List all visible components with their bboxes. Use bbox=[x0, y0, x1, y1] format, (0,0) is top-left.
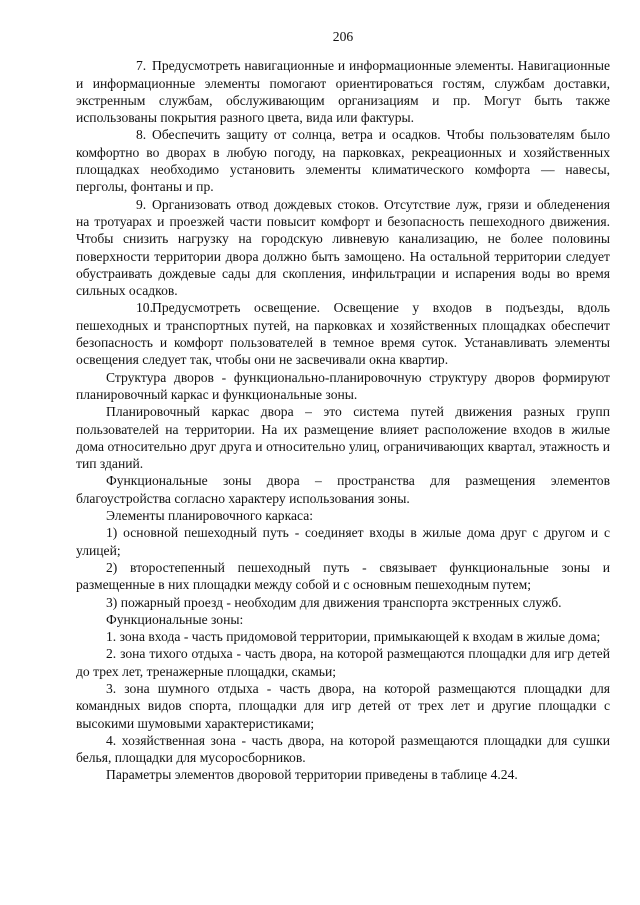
paragraph-frame-elements-heading: Элементы планировочного каркаса: bbox=[106, 508, 314, 524]
paragraph-zones-heading: Функциональные зоны: bbox=[106, 611, 244, 627]
paragraph-planning-frame: Планировочный каркас двора – это система путей движения разных групп пользователей на территории. На их размещение влияет расположение входов в жилые дома относительно друг друга и относительно улиц, ограничивающих квартал, этажность и тип зданий. bbox=[76, 404, 610, 472]
paragraph-frame-element-2: 2) второстепенный пешеходный путь - связывает функциональные зоны и размещенные в них площадки между собой и с основным пешеходным путем; bbox=[76, 559, 610, 593]
paragraph-table-reference: Параметры элементов дворовой территории приведены в таблице 4.24. bbox=[106, 767, 518, 783]
paragraph-zone-2: 2. зона тихого отдыха - часть двора, на которой размещаются площадки для игр детей до трех лет, тренажерные площадки, скамьи; bbox=[76, 646, 610, 679]
item-number: 7. bbox=[136, 58, 147, 74]
list-item-10 bbox=[76, 299, 610, 368]
paragraph-zone-4: 4. хозяйственная зона - часть двора, на которой размещаются площадки для сушки белья, площадки для мусоросборников. bbox=[76, 732, 610, 766]
item-number: 8. bbox=[136, 127, 147, 143]
list-item-9 bbox=[76, 196, 610, 300]
paragraph-frame-element-3: 3) пожарный проезд - необходим для движения транспорта экстренных служб. bbox=[106, 594, 562, 610]
item-text: Организовать отвод дождевых стоков. Отсутствие луж, грязи и обледенения на тротуарах и проезжей части повысит комфорт и безопасность пешеходного движения. Чтобы снизить нагрузку на городскую ливневую канализацию, не более половины поверхности территории двора должно быть замощено. На остальной территории следует обустраивать дождевые сады для скопления, инфильтрации и испарения воды во время сильных осадков. bbox=[76, 196, 610, 299]
document-page bbox=[76, 20, 610, 784]
item-text: Предусмотреть навигационные и информационные элементы. Навигационные и информационные элементы помогают ориентироваться гостям, службам доставки, экстренным службам, обслуживающим организациям и пр. Могут быть также использованы покрытия разного цвета, вида или фактуры. bbox=[76, 58, 610, 126]
page-number: 206 bbox=[332, 29, 354, 44]
item-text: Обеспечить защиту от солнца, ветра и осадков. Чтобы пользователям было комфортно во дворах в любую погоду, на парковках, рекреационных и хозяйственных площадках необходимо установить элементы климатического комфорта — навесы, перголы, фонтаны и пр. bbox=[76, 127, 610, 195]
paragraph-zone-1: 1. зона входа - часть придомовой территории, примыкающей к входам в жилые дома; bbox=[106, 629, 601, 645]
paragraph-functional-zones: Функциональные зоны двора – пространства для размещения элементов благоустройства согласно характеру использования зоны. bbox=[76, 473, 610, 506]
item-number: 10. bbox=[136, 300, 153, 316]
list-item-8 bbox=[76, 126, 610, 195]
item-number: 9. bbox=[136, 196, 147, 212]
list-item-7 bbox=[76, 57, 610, 126]
paragraph-zone-3: 3. зона шумного отдыха - часть двора, на которой размещаются площадки для командных видов спорта, площадки для игр детей от трех лет и другие площадки с высокими шумовыми характеристиками; bbox=[76, 680, 610, 731]
paragraph-structure: Структура дворов - функционально-планировочную структуру дворов формируют планировочный каркас и функциональные зоны. bbox=[76, 369, 610, 402]
item-text: Предусмотреть освещение. Освещение у входов в подъезды, вдоль пешеходных и транспортных путей, на парковках и хозяйственных площадках обеспечит безопасность и комфорт пользователей в темное время суток. Устанавливать элементы освещения следует так, чтобы они не засвечивали окна квартир. bbox=[76, 300, 610, 368]
paragraph-frame-element-1: 1) основной пешеходный путь - соединяет входы в жилые дома друг с другом и с улицей; bbox=[76, 525, 610, 558]
